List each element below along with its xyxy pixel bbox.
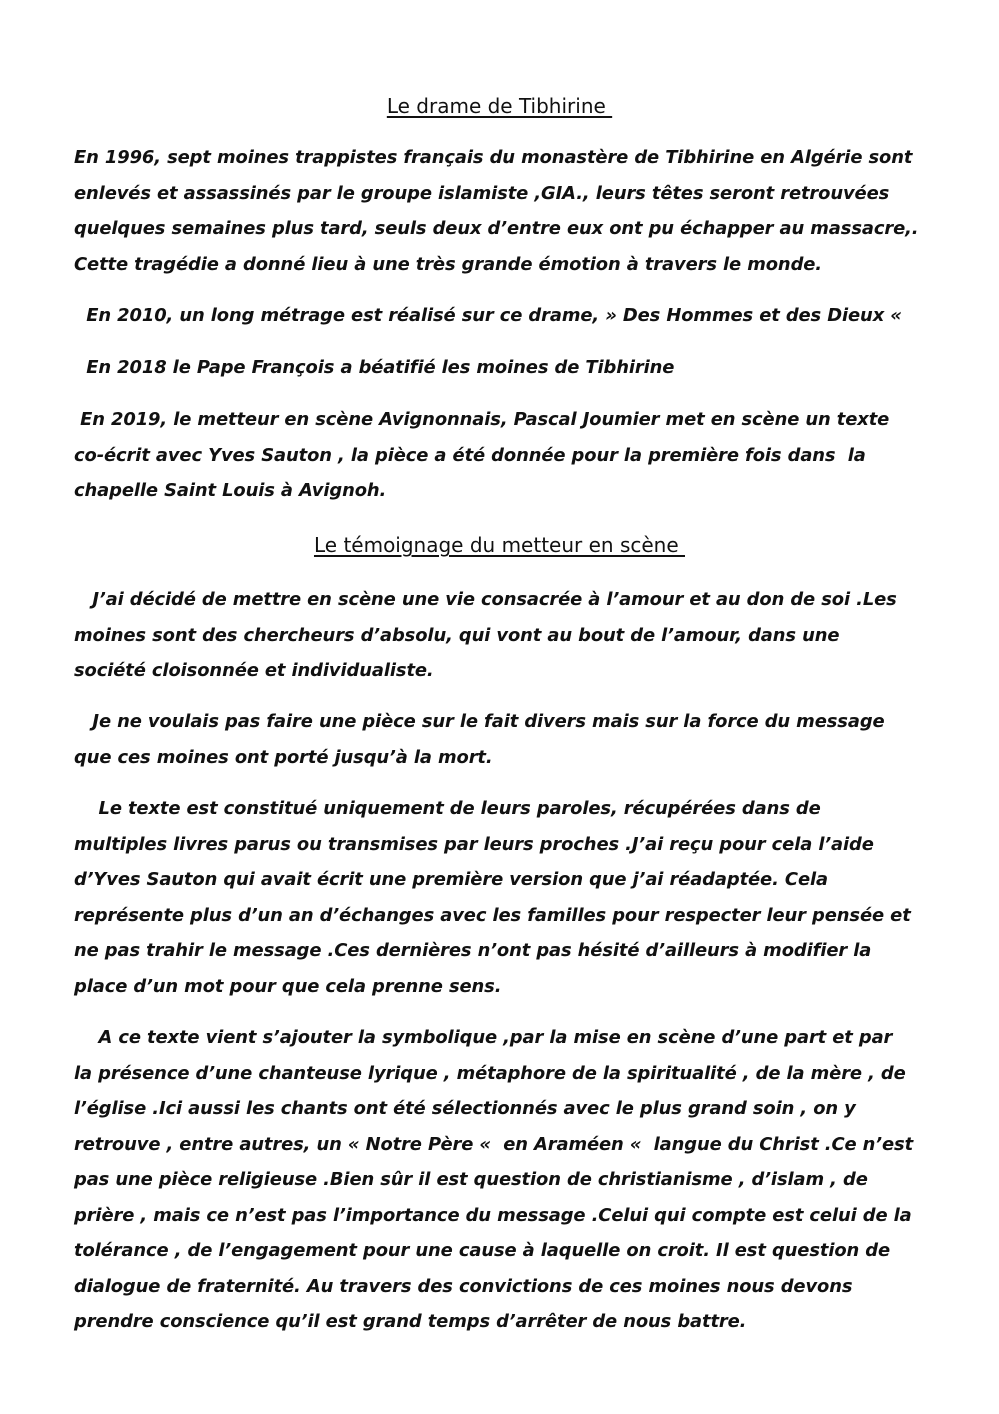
text-line: chapelle Saint Louis à Avignoh. bbox=[74, 480, 387, 501]
paragraph-2010 bbox=[74, 298, 954, 334]
text-line: enlevés et assassinés par le groupe islamiste ,GIA., leurs têtes seront retrouvées bbox=[74, 182, 890, 204]
text-line: pas une pièce religieuse .Bien sûr il est question de christianisme , d’islam , de bbox=[74, 1169, 868, 1190]
text-line: Le texte est constitué uniquement de leurs paroles, récupérées dans de bbox=[74, 798, 821, 819]
text-line: J’ai décidé de mettre en scène une vie consacrée à l’amour et au don de soi .Les bbox=[74, 589, 897, 610]
text-line: tolérance , de l’engagement pour une cause à laquelle on croit. Il est question de bbox=[74, 1240, 891, 1261]
text-line: moines sont des chercheurs d’absolu, qui vont au bout de l’amour, dans une bbox=[74, 624, 840, 646]
text-line: dialogue de fraternité. Au travers des convictions de ces moines nous devons bbox=[74, 1275, 853, 1297]
text-line: place d’un mot pour que cela prenne sens. bbox=[74, 975, 502, 997]
text-line: la présence d’une chanteuse lyrique , métaphore de la spiritualité , de la mère , de bbox=[74, 1062, 906, 1084]
paragraph-texte-paroles bbox=[74, 791, 954, 1004]
text-line: que ces moines ont porté jusqu’à la mort. bbox=[74, 746, 493, 768]
text-line: Je ne voulais pas faire une pièce sur le fait divers mais sur la force du message bbox=[74, 711, 885, 732]
text-line: l’église .Ici aussi les chants ont été sélectionnés avec le plus grand soin , on y bbox=[74, 1098, 856, 1119]
section-title-temoignage: Le témoignage du metteur en scène bbox=[313, 533, 685, 557]
text-line: représente plus d’un an d’échanges avec les familles pour respecter leur pensée et bbox=[74, 904, 911, 926]
paragraph-vie-consacree bbox=[74, 582, 954, 689]
text-line: quelques semaines plus tard, seuls deux d’entre eux ont pu échapper au massacre,. bbox=[74, 218, 919, 239]
text-line: prendre conscience qu’il est grand temps d’arrêter de nous battre. bbox=[74, 1311, 747, 1332]
text-line: En 2019, le metteur en scène Avignonnais, Pascal Joumier met en scène un texte bbox=[74, 409, 890, 430]
paragraph-2018 bbox=[74, 350, 954, 386]
text-line: société cloisonnée et individualiste. bbox=[74, 660, 434, 681]
text-line: co-écrit avec Yves Sauton , la pièce a été donnée pour la première fois dans la bbox=[74, 444, 866, 466]
paragraph-symbolique bbox=[74, 1020, 954, 1340]
text-line: A ce texte vient s’ajouter la symbolique ,par la mise en scène d’une part et par bbox=[74, 1027, 893, 1048]
text-line: retrouve , entre autres, un « Notre Père « en Araméen « langue du Christ .Ce n’est bbox=[74, 1133, 914, 1155]
text-line: d’Yves Sauton qui avait écrit une première version que j’ai réadaptée. Cela bbox=[74, 869, 828, 890]
text-line: ne pas trahir le message .Ces dernières n’ont pas hésité d’ailleurs à modifier la bbox=[74, 940, 872, 961]
text-line: En 1996, sept moines trappistes français du monastère de Tibhirine en Algérie sont bbox=[74, 147, 913, 168]
text-line: En 2018 le Pape François a béatifié les moines de Tibhirine bbox=[74, 357, 675, 378]
text-line: multiples livres parus ou transmises par leurs proches .J’ai reçu pour cela l’aide bbox=[74, 833, 874, 855]
text-line: En 2010, un long métrage est réalisé sur ce drame, » Des Hommes et des Dieux « bbox=[74, 305, 902, 326]
text-line: Cette tragédie a donné lieu à une très grande émotion à travers le monde. bbox=[74, 253, 823, 275]
paragraph-intro-1996 bbox=[74, 140, 954, 282]
paragraph-force-message bbox=[74, 704, 954, 775]
text-line: prière , mais ce n’est pas l’importance du message .Celui qui compte est celui de la bbox=[74, 1204, 912, 1226]
section-title-drame: Le drame de Tibhirine bbox=[386, 94, 613, 118]
paragraph-2019 bbox=[74, 402, 954, 509]
